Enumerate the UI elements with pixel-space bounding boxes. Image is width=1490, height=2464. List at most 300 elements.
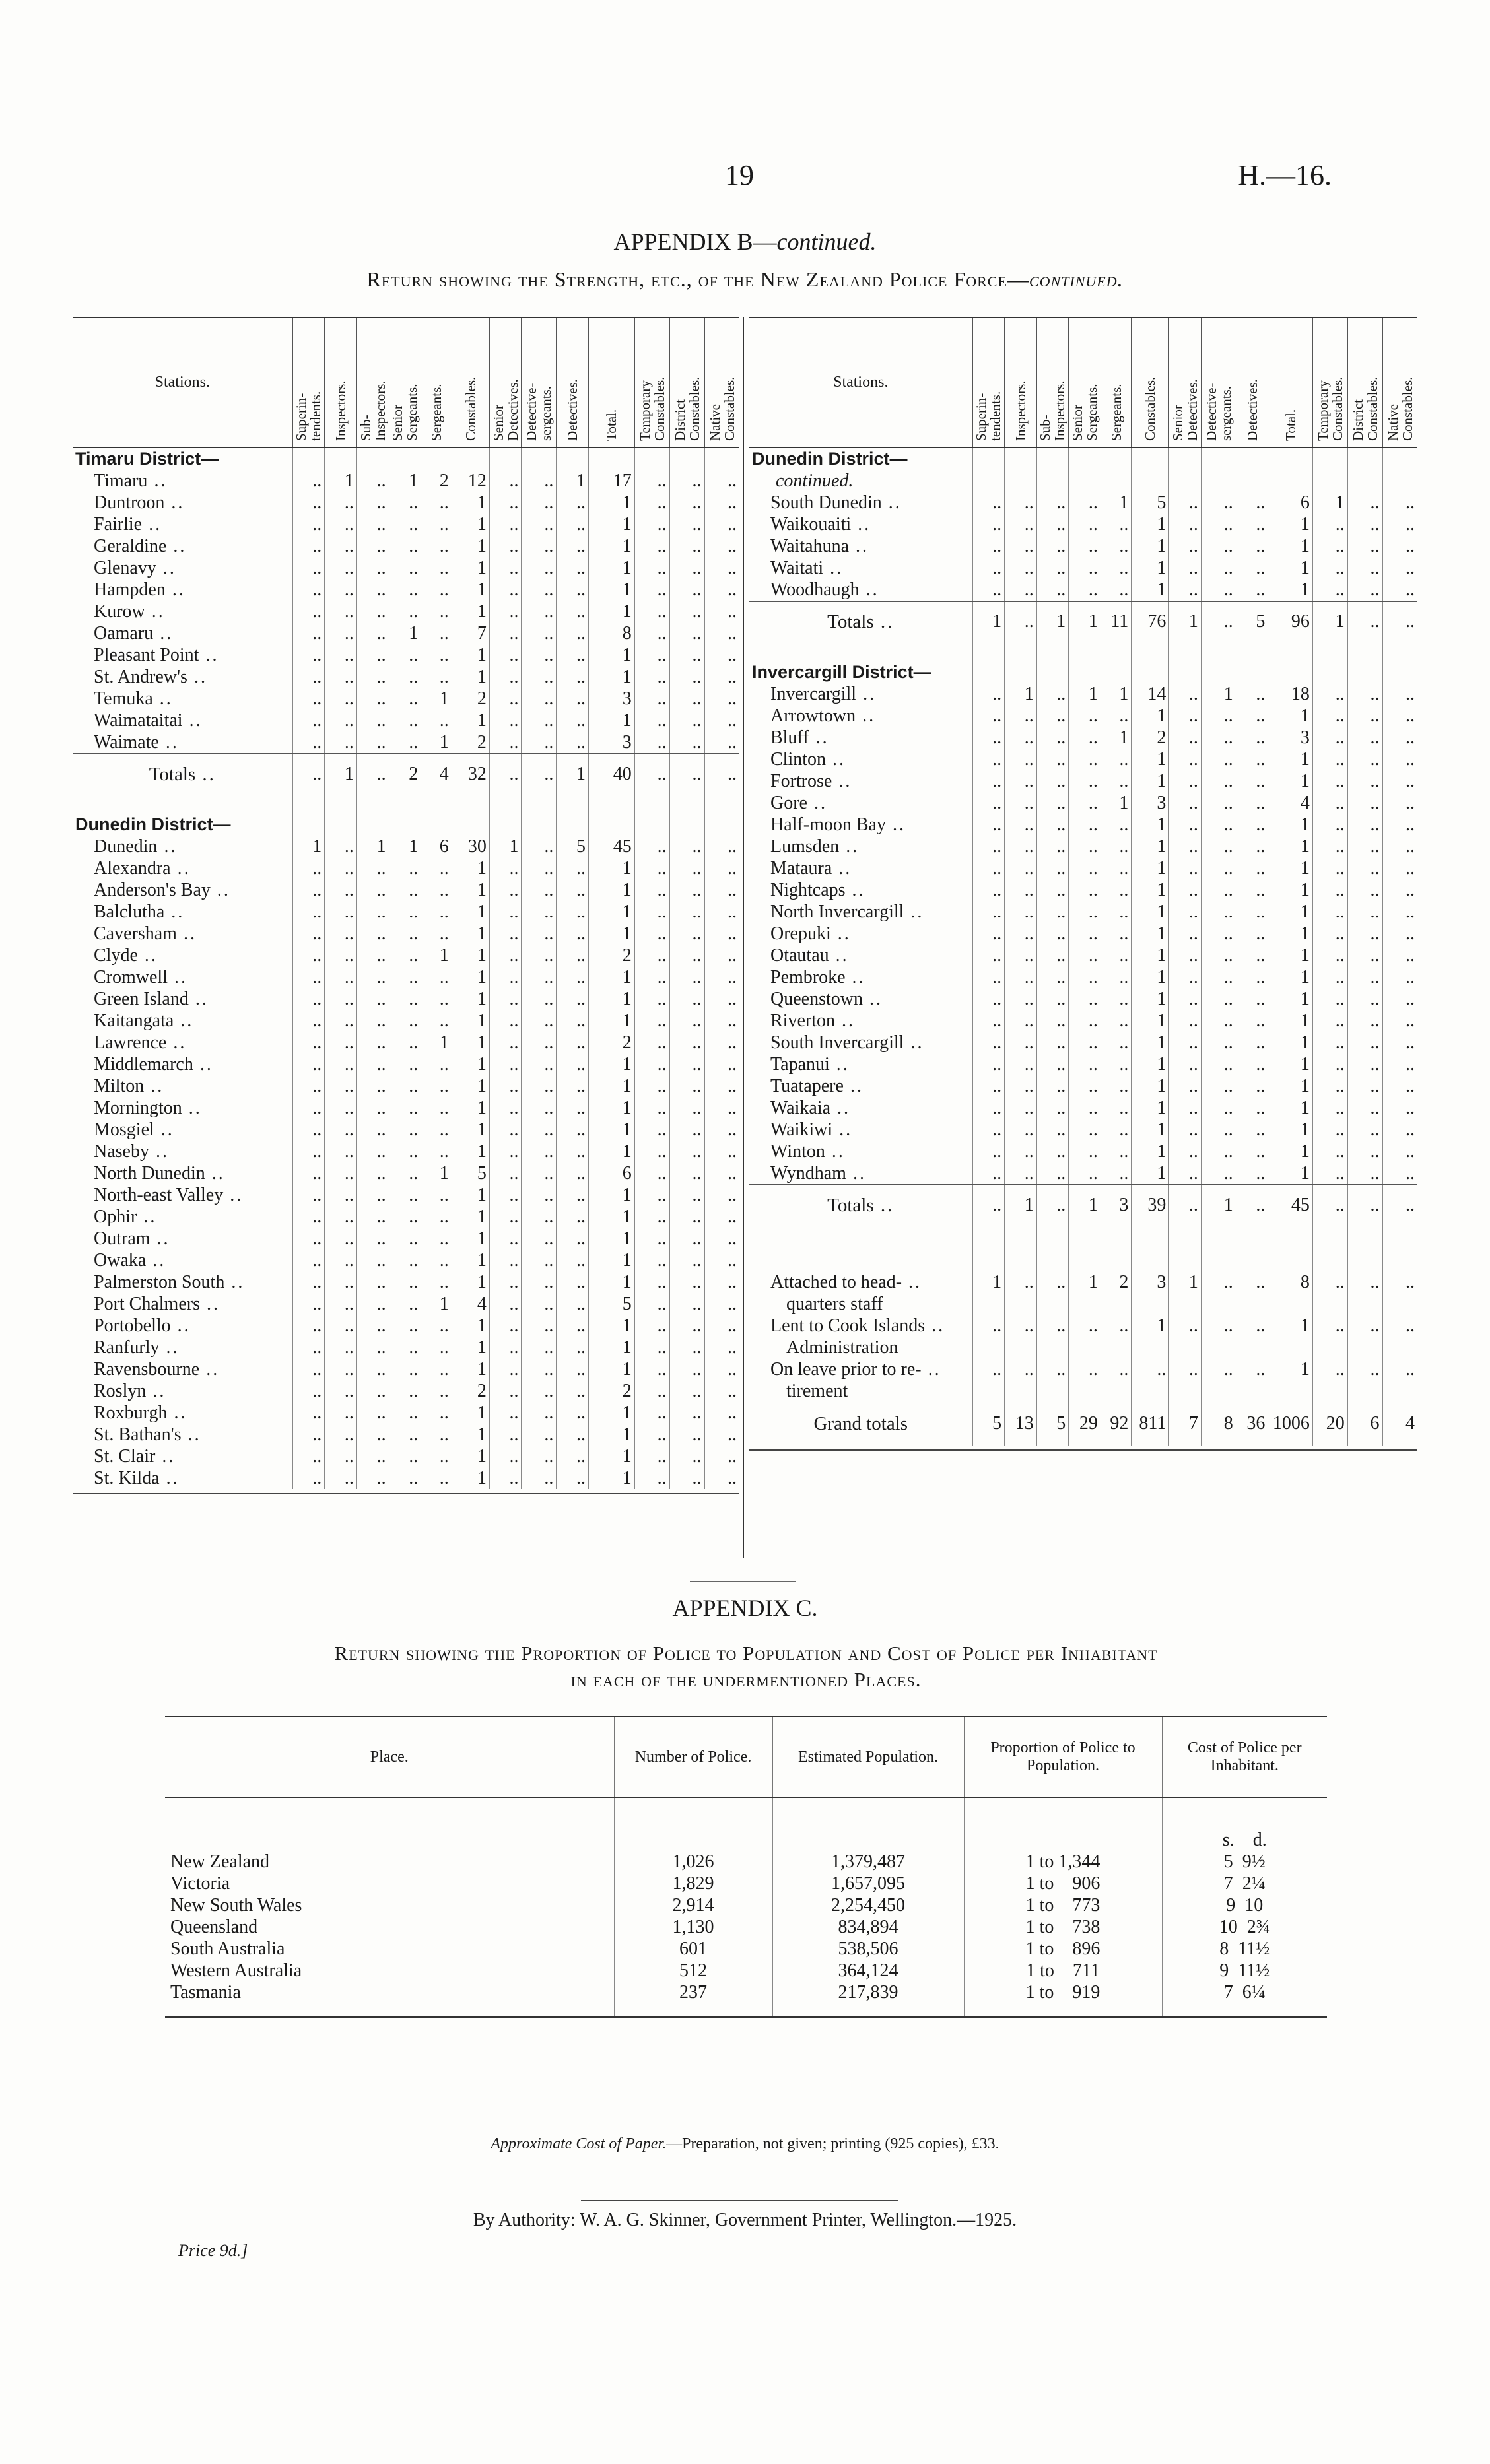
table-cell: ..	[1101, 923, 1131, 945]
proportion-header-row	[165, 1717, 1327, 1797]
table-cell: ..	[325, 836, 357, 857]
table-row	[749, 470, 1417, 492]
table-cell: ..	[522, 1097, 557, 1119]
table-cell: 3	[1101, 1185, 1131, 1225]
table-cell: ..	[634, 1032, 669, 1053]
table-cell: ..	[522, 1249, 557, 1271]
column-header-label: Sergeants.	[428, 383, 444, 441]
table-cell: ..	[704, 1010, 739, 1032]
table-cell: ..	[1169, 1358, 1202, 1380]
totals-row	[73, 754, 739, 794]
station-name: Timaru District—	[75, 449, 219, 469]
table-row	[749, 1097, 1417, 1119]
table-cell: ..	[669, 601, 704, 622]
table-cell: ..	[1382, 988, 1417, 1010]
table-cell: 1	[452, 879, 489, 901]
table-cell: ..	[325, 688, 357, 710]
table-cell: ..	[634, 1119, 669, 1141]
column-header-label: Detective- sergeants.	[524, 383, 555, 441]
table-cell: ..	[1169, 1075, 1202, 1097]
table-cell	[1236, 642, 1268, 661]
table-cell: ..	[557, 1162, 589, 1184]
table-row	[73, 794, 739, 814]
table-cell: ..	[522, 622, 557, 644]
table-row	[73, 923, 739, 945]
table-cell: 1	[589, 1228, 635, 1249]
table-cell: ..	[356, 1249, 389, 1271]
column-header-label: Senior Detectives.	[490, 379, 521, 441]
table-cell: ..	[704, 754, 739, 794]
table-cell: 1	[589, 857, 635, 879]
table-cell: ..	[356, 1467, 389, 1489]
cost-cell: 7 2¼	[1162, 1873, 1327, 1894]
table-cell: ..	[1169, 1315, 1202, 1337]
table-cell: ..	[292, 1228, 325, 1249]
table-cell: ..	[1312, 1141, 1347, 1162]
number-cell: 1,130	[614, 1916, 772, 1938]
table-cell: ..	[1101, 557, 1131, 579]
table-cell: ..	[634, 535, 669, 557]
table-cell	[1069, 470, 1101, 492]
table-cell: ..	[704, 492, 739, 514]
table-cell: ..	[522, 1032, 557, 1053]
table-cell	[1132, 1337, 1169, 1358]
table-cell: ..	[1005, 749, 1037, 770]
station-name: Geraldine ..	[73, 535, 292, 557]
table-cell: 1	[1069, 683, 1101, 705]
table-cell: ..	[489, 1402, 522, 1424]
table-cell: ..	[1382, 535, 1417, 557]
table-cell: ..	[356, 1184, 389, 1206]
number-cell: 512	[614, 1960, 772, 1981]
table-cell: ..	[389, 579, 421, 601]
table-cell: ..	[1382, 1075, 1417, 1097]
table-cell	[452, 448, 489, 470]
table-cell: ..	[634, 1315, 669, 1337]
table-cell: 76	[1132, 601, 1169, 642]
table-cell: 1	[1268, 1315, 1313, 1337]
table-cell: ..	[489, 666, 522, 688]
table-cell: ..	[557, 1249, 589, 1271]
table-left-body	[73, 448, 739, 1489]
table-cell: ..	[421, 622, 452, 644]
table-cell: 1	[1132, 1119, 1169, 1141]
table-cell: ..	[292, 1315, 325, 1337]
table-cell: ..	[669, 1402, 704, 1424]
table-cell: ..	[1005, 770, 1037, 792]
units-empty	[614, 1797, 772, 1851]
table-cell: ..	[292, 666, 325, 688]
table-row	[73, 1206, 739, 1228]
units-empty	[165, 1797, 614, 1851]
table-cell: ..	[421, 1467, 452, 1489]
table-row	[73, 857, 739, 879]
table-cell: ..	[1169, 705, 1202, 727]
table-row	[73, 879, 739, 901]
station-name: Administration	[786, 1337, 898, 1358]
table-cell: ..	[1236, 1097, 1268, 1119]
table-cell: ..	[1036, 901, 1069, 923]
table-cell: ..	[1036, 557, 1069, 579]
table-cell: ..	[1201, 557, 1236, 579]
table-row	[749, 770, 1417, 792]
table-row	[73, 579, 739, 601]
table-cell: ..	[522, 1228, 557, 1249]
station-name: Orepuki ..	[749, 923, 972, 945]
table-cell: ..	[557, 601, 589, 622]
table-cell: ..	[522, 988, 557, 1010]
table-cell	[1312, 1225, 1347, 1271]
table-row	[73, 1380, 739, 1402]
station-name: North Invercargill ..	[749, 901, 972, 923]
table-cell: 1	[1132, 557, 1169, 579]
station-name: Attached to head- ..	[749, 1271, 972, 1293]
column-header	[1069, 317, 1101, 448]
table-cell: ..	[669, 535, 704, 557]
table-cell: 1	[452, 945, 489, 966]
table-cell	[589, 794, 635, 814]
table-cell: ..	[1382, 1097, 1417, 1119]
table-cell	[1005, 1380, 1037, 1402]
table-cell: ..	[669, 857, 704, 879]
table-cell: ..	[972, 879, 1005, 901]
table-cell: ..	[421, 535, 452, 557]
table-cell: ..	[634, 879, 669, 901]
place-cell: Tasmania	[165, 1981, 614, 2017]
table-cell: ..	[1201, 705, 1236, 727]
table-cell: ..	[1347, 945, 1382, 966]
table-cell: ..	[972, 727, 1005, 749]
table-cell: ..	[1169, 749, 1202, 770]
table-cell: 1	[452, 1271, 489, 1293]
table-cell: ..	[421, 901, 452, 923]
table-cell: ..	[634, 470, 669, 492]
table-cell: ..	[1347, 1097, 1382, 1119]
table-cell: ..	[1312, 988, 1347, 1010]
table-cell	[1382, 1293, 1417, 1315]
table-cell: ..	[972, 814, 1005, 836]
table-cell: ..	[421, 966, 452, 988]
table-cell	[1312, 448, 1347, 470]
table-cell: 1	[292, 836, 325, 857]
table-cell: ..	[669, 966, 704, 988]
table-cell: ..	[1236, 1119, 1268, 1141]
table-cell: ..	[356, 579, 389, 601]
table-cell: ..	[557, 1119, 589, 1141]
table-cell: ..	[1347, 514, 1382, 535]
table-cell: 1	[589, 1467, 635, 1489]
totals-row	[749, 1402, 1417, 1446]
table-cell: ..	[421, 1446, 452, 1467]
table-cell: ..	[1069, 901, 1101, 923]
table-cell: ..	[1069, 579, 1101, 601]
column-header-label: Detective- sergeants.	[1203, 383, 1234, 441]
table-cell: 1	[1268, 1358, 1313, 1380]
table-cell: ..	[292, 923, 325, 945]
table-cell: ..	[1312, 727, 1347, 749]
table-cell: 1	[1069, 601, 1101, 642]
station-name: Waimate ..	[73, 731, 292, 754]
table-cell: ..	[1005, 557, 1037, 579]
table-cell: 1	[589, 1141, 635, 1162]
table-cell: 1	[1201, 683, 1236, 705]
table-cell: ..	[669, 1249, 704, 1271]
table-cell: 1	[589, 1010, 635, 1032]
table-cell	[1312, 642, 1347, 661]
station-name: Mosgiel ..	[73, 1119, 292, 1141]
table-cell: ..	[634, 1141, 669, 1162]
table-cell: ..	[634, 514, 669, 535]
table-cell: 45	[1268, 1185, 1313, 1225]
table-cell: ..	[704, 644, 739, 666]
table-cell: ..	[1069, 814, 1101, 836]
table-cell: 5	[1236, 601, 1268, 642]
table-cell	[1101, 661, 1131, 683]
table-row	[73, 901, 739, 923]
table-cell	[1268, 448, 1313, 470]
table-cell: ..	[1382, 1053, 1417, 1075]
table-cell: ..	[704, 1446, 739, 1467]
table-cell: ..	[389, 1032, 421, 1053]
table-cell: ..	[421, 666, 452, 688]
table-cell: ..	[489, 1097, 522, 1119]
table-cell	[1169, 642, 1202, 661]
table-cell: ..	[389, 1097, 421, 1119]
table-cell: ..	[522, 644, 557, 666]
station-name: Queenstown ..	[749, 988, 972, 1010]
table-cell: ..	[1236, 966, 1268, 988]
table-cell: ..	[634, 622, 669, 644]
table-cell: ..	[1347, 1315, 1382, 1337]
table-cell: ..	[669, 557, 704, 579]
place-cell: South Australia	[170, 1939, 285, 1959]
table-cell: ..	[1236, 705, 1268, 727]
table-cell: 1	[452, 1206, 489, 1228]
table-cell: ..	[1236, 923, 1268, 945]
table-cell: 5	[557, 836, 589, 857]
table-right-head	[749, 317, 1417, 448]
table-cell: ..	[292, 1293, 325, 1315]
table-cell: ..	[1005, 1315, 1037, 1337]
table-cell: ..	[1169, 770, 1202, 792]
table-cell	[1169, 448, 1202, 470]
table-cell: 1	[1069, 1185, 1101, 1225]
table-cell: 1	[1132, 749, 1169, 770]
table-cell: ..	[356, 470, 389, 492]
table-cell: ..	[1036, 727, 1069, 749]
table-cell: ..	[557, 1075, 589, 1097]
table-cell: ..	[325, 1119, 357, 1141]
table-cell	[421, 448, 452, 470]
table-cell: ..	[292, 1053, 325, 1075]
table-cell: ..	[1101, 705, 1131, 727]
table-cell: ..	[489, 857, 522, 879]
table-cell: ..	[1036, 1162, 1069, 1185]
table-cell: ..	[1069, 770, 1101, 792]
table-cell: 32	[452, 754, 489, 794]
table-cell: 5	[972, 1402, 1005, 1446]
table-row	[749, 727, 1417, 749]
table-cell: ..	[1201, 792, 1236, 814]
table-cell: ..	[669, 988, 704, 1010]
column-header-label: Sergeants.	[1108, 383, 1124, 441]
table-cell: 1	[452, 1249, 489, 1271]
table-cell: ..	[489, 731, 522, 754]
table-cell	[704, 814, 739, 836]
table-cell: ..	[1236, 1185, 1268, 1225]
table-cell: ..	[325, 1337, 357, 1358]
table-cell: ..	[1312, 901, 1347, 923]
table-cell: ..	[522, 1053, 557, 1075]
table-cell: 1	[1101, 492, 1131, 514]
station-name: Waitahuna ..	[749, 535, 972, 557]
table-cell	[1101, 448, 1131, 470]
table-cell: ..	[1005, 1032, 1037, 1053]
table-cell: ..	[669, 1097, 704, 1119]
table-row	[749, 1358, 1417, 1380]
table-cell: ..	[389, 666, 421, 688]
table-cell: ..	[421, 1228, 452, 1249]
table-cell	[1036, 1337, 1069, 1358]
table-cell: ..	[389, 1446, 421, 1467]
table-cell: ..	[557, 966, 589, 988]
table-cell: 1	[589, 1249, 635, 1271]
table-cell: ..	[489, 1119, 522, 1141]
table-cell: ..	[522, 923, 557, 945]
table-cell: ..	[325, 666, 357, 688]
table-cell: ..	[704, 923, 739, 945]
table-cell: ..	[292, 622, 325, 644]
table-cell: ..	[1312, 857, 1347, 879]
table-cell: ..	[1101, 836, 1131, 857]
table-cell: ..	[356, 514, 389, 535]
table-row	[73, 1358, 739, 1380]
table-cell: 1	[1201, 1185, 1236, 1225]
table-cell: ..	[1036, 988, 1069, 1010]
column-header	[1036, 317, 1069, 448]
table-row	[749, 557, 1417, 579]
table-cell: ..	[1312, 557, 1347, 579]
table-row	[749, 1380, 1417, 1402]
table-cell: ..	[634, 1097, 669, 1119]
header-row	[749, 317, 1417, 448]
table-cell	[1382, 661, 1417, 683]
column-header-label: Inspectors.	[333, 380, 349, 441]
table-row	[73, 1119, 739, 1141]
table-cell: 1	[589, 1206, 635, 1228]
column-header	[972, 317, 1005, 448]
table-cell: ..	[1169, 1032, 1202, 1053]
table-cell	[1312, 1293, 1347, 1315]
table-cell: ..	[1005, 1271, 1037, 1293]
column-header-label: District Constables.	[671, 376, 702, 441]
table-cell: ..	[356, 945, 389, 966]
column-header-label: Senior Sergeants.	[389, 383, 421, 441]
table-cell: 1	[421, 1032, 452, 1053]
table-cell: 96	[1268, 601, 1313, 642]
table-cell: ..	[1169, 1010, 1202, 1032]
table-cell: ..	[1036, 535, 1069, 557]
table-cell: ..	[1382, 683, 1417, 705]
table-cell	[1169, 1225, 1202, 1271]
table-row	[73, 1315, 739, 1337]
table-cell: ..	[972, 1119, 1005, 1141]
column-header	[389, 317, 421, 448]
table-cell: ..	[1169, 814, 1202, 836]
table-cell: ..	[1201, 1358, 1236, 1380]
table-cell: ..	[1005, 705, 1037, 727]
table-cell: ..	[325, 1228, 357, 1249]
cost-cell: 8 11½	[1162, 1938, 1327, 1960]
table-cell	[1347, 470, 1382, 492]
table-cell: ..	[669, 666, 704, 688]
table-cell: 3	[589, 688, 635, 710]
table-cell: ..	[704, 1249, 739, 1271]
table-cell	[1169, 661, 1202, 683]
table-cell: ..	[557, 710, 589, 731]
station-name: Outram ..	[73, 1228, 292, 1249]
table-cell	[1132, 1225, 1169, 1271]
table-cell: ..	[522, 945, 557, 966]
table-cell	[421, 814, 452, 836]
table-cell: ..	[356, 879, 389, 901]
table-cell: 2	[589, 945, 635, 966]
table-cell: ..	[421, 1206, 452, 1228]
table-cell: ..	[1101, 814, 1131, 836]
cost-cell: 9 10	[1162, 1894, 1327, 1916]
table-cell: 1	[452, 1467, 489, 1489]
station-name: St. Andrew's ..	[73, 666, 292, 688]
table-cell: ..	[292, 1380, 325, 1402]
cost-note-label: Approximate Cost of Paper.	[491, 2135, 667, 2152]
table-cell: ..	[1382, 792, 1417, 814]
table-cell	[1347, 1380, 1382, 1402]
table-cell: ..	[356, 1010, 389, 1032]
table-cell: ..	[389, 1293, 421, 1315]
table-cell: ..	[1036, 705, 1069, 727]
table-cell: ..	[421, 1424, 452, 1446]
table-cell	[557, 448, 589, 470]
table-cell	[1201, 1380, 1236, 1402]
table-cell: ..	[1347, 792, 1382, 814]
table-cell: ..	[1036, 1185, 1069, 1225]
table-cell: ..	[421, 988, 452, 1010]
table-cell: ..	[634, 754, 669, 794]
table-cell: ..	[421, 1119, 452, 1141]
table-cell: ..	[1201, 879, 1236, 901]
table-cell: ..	[634, 666, 669, 688]
table-cell: ..	[1169, 945, 1202, 966]
column-header	[589, 317, 635, 448]
table-cell: ..	[489, 1228, 522, 1249]
station-name: Tuatapere ..	[749, 1075, 972, 1097]
table-cell	[1347, 1337, 1382, 1358]
table-cell: ..	[1069, 1097, 1101, 1119]
table-row	[749, 923, 1417, 945]
table-cell	[1382, 1337, 1417, 1358]
column-header-label: Superin- tendents.	[973, 391, 1004, 441]
header-population: Estimated Population.	[772, 1717, 964, 1797]
table-cell: ..	[389, 1141, 421, 1162]
stations-header: Stations.	[749, 317, 972, 448]
table-cell	[1069, 1380, 1101, 1402]
table-cell	[1132, 642, 1169, 661]
table-cell: ..	[489, 1184, 522, 1206]
table-cell	[1101, 1293, 1131, 1315]
table-cell: ..	[1347, 492, 1382, 514]
table-cell: 1	[1169, 601, 1202, 642]
column-header	[1201, 317, 1236, 448]
